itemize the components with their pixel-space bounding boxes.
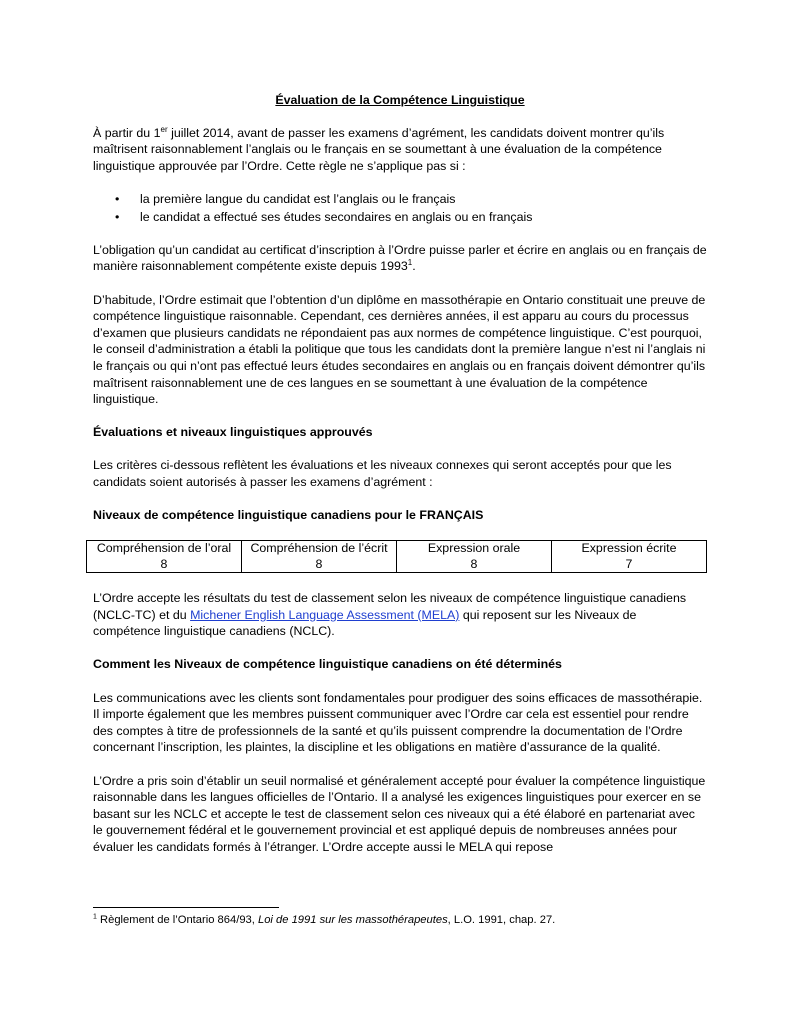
cell-value: 7 [625, 556, 633, 571]
table-cell [552, 541, 707, 573]
intro-text-rest: juillet 2014, avant de passer les examens d’agrément, les candidats doivent montrer qu’ils maîtrisent raisonnablement l’anglais ou le français en se soumettant à une évaluation de la compétence linguistique approuvée par l’Ordre. Cette règle ne s’applique pas si : [93, 125, 665, 173]
list-item-text: le candidat a effectué ses études secondaires en anglais ou en français [140, 209, 533, 224]
list-item [93, 209, 707, 226]
bullet-icon: • [115, 191, 120, 206]
cell-value: 8 [470, 556, 478, 571]
bullet-icon: • [115, 209, 120, 224]
cell-header: Expression écrite [581, 541, 677, 556]
exemption-list [93, 191, 707, 225]
table-cell [242, 541, 397, 573]
intro-paragraph [93, 125, 707, 175]
obligation-paragraph [93, 242, 707, 275]
habitude-paragraph: D’habitude, l’Ordre estimait que l’obtention d’un diplôme en massothérapie en Ontario constituait une preuve de compétence linguistique raisonnable. Cependant, ces dernières années, il est apparu au cours du processus d’examen que plusieurs candidats ne répondaient pas aux normes de compétence linguistique. C’est pourquoi, le conseil d’administration a établi la politique que tous les candidats dont la première langue n’est ni l’anglais ni le français ou qui n’ont pas effectué leurs études secondaires en anglais ou en français doivent démontrer qu’ils maîtrisent raisonnablement une de ces langues en se soumettant à une évaluation de la compétence linguistique. [93, 292, 706, 407]
accepts-paragraph [93, 590, 707, 640]
cell-header: Compréhension de l’oral [96, 541, 232, 556]
document-page [93, 92, 707, 872]
footnote-text-end: , L.O. 1991, chap. 27. [447, 914, 556, 926]
table-cell [397, 541, 552, 573]
footnote-reference[interactable]: 1 [407, 258, 413, 268]
footnote-divider [93, 907, 279, 908]
cell-value: 8 [160, 556, 168, 571]
list-item-text: la première langue du candidat est l’anglais ou le français [140, 191, 456, 206]
cell-value: 8 [315, 556, 323, 571]
table-row [87, 541, 707, 573]
obligation-end: . [412, 259, 416, 274]
accepts-text-end: qui reposent sur les Niveaux de compétence linguistique canadiens (NCLC). [93, 607, 637, 639]
communications-paragraph: Les communications avec les clients sont fondamentales pour prodiguer des soins efficaces de massothérapie. Il importe également que les membres puissent communiquer avec l’Ordre car cela est essentiel pour rendre des comptes à titre de professionnels de la santé et qu’ils puissent comprendre la documentation de l’Ordre concernant l’inscription, les plaintes, la discipline et les obligations en matière d’assurance de la qualité. [93, 690, 703, 755]
page-title: Évaluation de la Compétence Linguistique [275, 93, 525, 107]
table-cell [87, 541, 242, 573]
cell-header: Expression orale [427, 541, 521, 556]
mela-link[interactable]: Michener English Language Assessment (MELA) [190, 607, 460, 622]
seuil-paragraph: L’Ordre a pris soin d’établir un seuil normalisé et généralement accepté pour évaluer la compétence linguistique raisonnable dans les langues officielles de l’Ontario. Il a analysé les exigences linguistiques pour exercer en se basant sur les NCLC et accepte le test de classement selon ces niveaux qui a été élaboré en partenariat avec le gouvernement fédéral et le gouvernement provincial et est appliqué depuis de nombreuses années pour évaluer les candidats formés à l’étranger. L’Ordre accepte aussi le MELA qui repose [93, 773, 706, 854]
criteria-paragraph: Les critères ci-dessous reflètent les évaluations et les niveaux connexes qui seront acceptés pour que les candidats soient autorisés à passer les examens d’agrément : [93, 458, 672, 490]
accepts-text-start: L’Ordre accepte les résultats du test de classement selon les niveaux de compétence linguistique canadiens (NCLC-TC) et du [93, 591, 687, 622]
levels-table [86, 540, 707, 573]
footnote-number: 1 [93, 913, 97, 921]
cell-header: Compréhension de l’écrit [250, 541, 388, 556]
heading-comment: Comment les Niveaux de compétence linguistique canadiens on été déterminés [93, 657, 562, 672]
heading-evaluations: Évaluations et niveaux linguistiques approuvés [93, 425, 373, 440]
footnote-law-title: Loi de 1991 sur les massothérapeutes [257, 914, 448, 926]
footnote-text-start: Règlement de l’Ontario 864/93, [96, 914, 258, 926]
heading-niveaux: Niveaux de compétence linguistique canadiens pour le FRANÇAIS [93, 508, 484, 523]
obligation-text: L’obligation qu’un candidat au certificat d’inscription à l’Ordre puisse parler et écrire en anglais ou en français de manière raisonnablement compétente existe depuis 1993 [93, 242, 707, 274]
intro-text-start: À partir du 1 [93, 125, 161, 140]
intro-superscript: er [160, 124, 168, 134]
list-item [93, 191, 707, 208]
footnote [93, 913, 707, 927]
